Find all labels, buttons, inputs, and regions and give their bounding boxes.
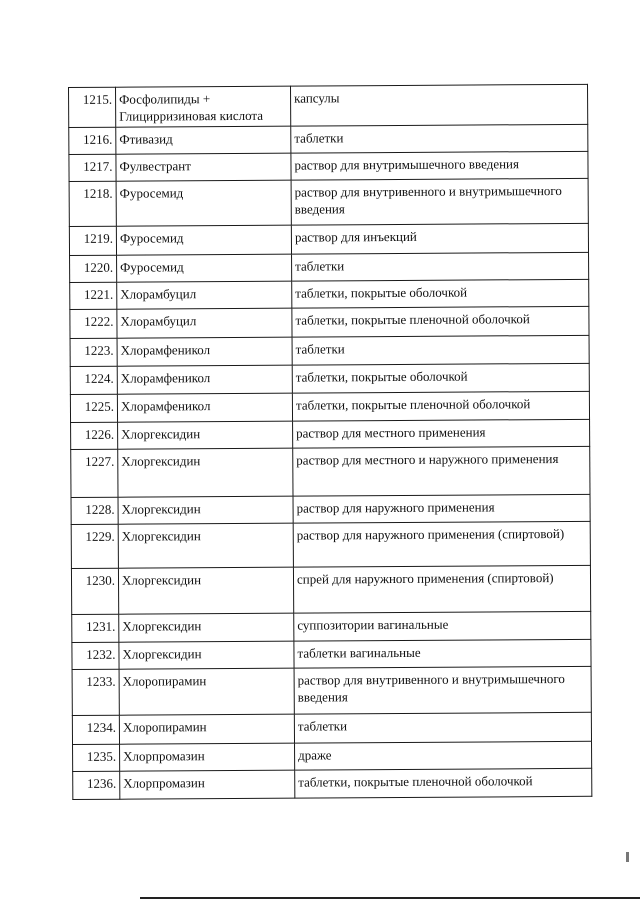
drug-name: Хлорамбуцил [117,281,292,309]
dosage-form: таблетки, покрытые пленочной оболочкой [292,391,589,421]
row-number: 1224. [70,366,117,394]
dosage-form: таблетки [292,335,589,365]
table-row [72,639,591,669]
table-row [73,741,592,771]
row-number: 1227. [71,449,118,497]
table-row [69,84,588,127]
drug-name: Хлоргексидин [118,496,293,524]
dosage-form: таблетки [292,252,589,281]
drug-name: Хлорпромазин [120,770,295,799]
row-number: 1230. [71,568,118,614]
dosage-form: раствор для инъекций [291,223,588,254]
table-row [71,446,590,497]
bottom-rule [140,897,640,899]
dosage-form: капсулы [290,84,587,126]
drug-name: Хлорамфеникол [117,393,292,422]
table-row [70,335,589,366]
table-row [70,363,589,394]
dosage-form: таблетки, покрытые пленочной оболочкой [292,306,589,337]
table-row [72,611,591,642]
table-row [69,178,588,226]
row-number: 1219. [69,226,116,255]
drug-name: Хлорамфеникол [117,365,292,394]
drug-name: Хлоропирамин [119,668,294,715]
row-number: 1233. [72,669,119,715]
dosage-form: таблетки, покрытые оболочкой [292,279,589,308]
table-row [70,306,589,338]
table-row [69,223,588,255]
drug-name: Хлоргексидин [118,448,293,497]
row-number: 1236. [73,771,120,799]
dosage-form: таблетки вагинальные [294,639,591,668]
table-row [71,419,590,449]
drug-name: Хлорамбуцил [117,308,292,338]
dosage-form: раствор для внутривенного и внутримышечного введения [294,666,591,714]
row-number: 1215. [69,87,116,127]
drug-name: Фуросемид [116,225,291,255]
row-number: 1226. [71,422,118,449]
dosage-form: таблетки [294,712,591,743]
drug-name: Хлоропирамин [119,714,294,744]
table-row [69,124,588,154]
table-row [70,279,589,309]
table-row [70,252,589,282]
drug-name: Хлоргексидин [118,567,293,614]
drug-name: Хлоргексидин [119,641,294,669]
dosage-form: раствор для наружного применения [293,494,590,523]
drug-name: Хлорпромазин [120,743,295,771]
table-row [71,494,590,524]
dosage-form: суппозитории вагинальные [294,611,591,641]
dosage-form: раствор для внутривенного и внутримышечного введения [291,178,588,225]
row-number: 1235. [73,744,120,771]
dosage-form: раствор для местного и наружного применения [293,446,590,496]
medicines-table-body [69,84,592,799]
table-row [70,391,589,422]
table-row [73,768,592,799]
table-row [72,666,591,715]
row-number: 1217. [69,154,116,181]
drug-name: Фулвестрант [116,153,291,181]
dosage-form: таблетки, покрытые пленочной оболочкой [295,768,592,798]
scan-mark [626,852,629,862]
row-number: 1232. [72,642,119,669]
dosage-form: раствор для наружного применения (спиртовой) [293,521,590,567]
table-row [71,521,590,568]
row-number: 1229. [71,524,118,568]
row-number: 1220. [70,255,117,282]
row-number: 1221. [70,282,117,309]
row-number: 1225. [70,394,117,422]
table-row [72,712,591,744]
dosage-form: спрей для наружного применения (спиртовой) [293,565,590,613]
row-number: 1234. [72,715,119,744]
row-number: 1218. [69,181,116,226]
drug-name: Фтивазид [116,126,291,154]
drug-name: Хлорамфеникол [117,337,292,366]
table-row [69,151,588,181]
drug-name: Хлоргексидин [119,613,294,642]
dosage-form: раствор для местного применения [293,419,590,448]
row-number: 1231. [72,614,119,642]
table-row [71,565,590,614]
drug-name: Фосфолипиды + Глицирризиновая кислота [116,86,291,127]
dosage-form: таблетки, покрытые оболочкой [292,363,589,393]
drug-name: Фуросемид [116,180,291,226]
dosage-form: раствор для внутримышечного введения [291,151,588,180]
dosage-form: таблетки [291,124,588,153]
drug-name: Хлоргексидин [118,421,293,449]
dosage-form: драже [295,741,592,770]
drug-name: Хлоргексидин [118,523,293,568]
drug-name: Фуросемид [117,254,292,282]
medicines-table [68,84,592,800]
row-number: 1216. [69,127,116,154]
row-number: 1223. [70,338,117,366]
row-number: 1222. [70,309,117,338]
row-number: 1228. [71,497,118,524]
